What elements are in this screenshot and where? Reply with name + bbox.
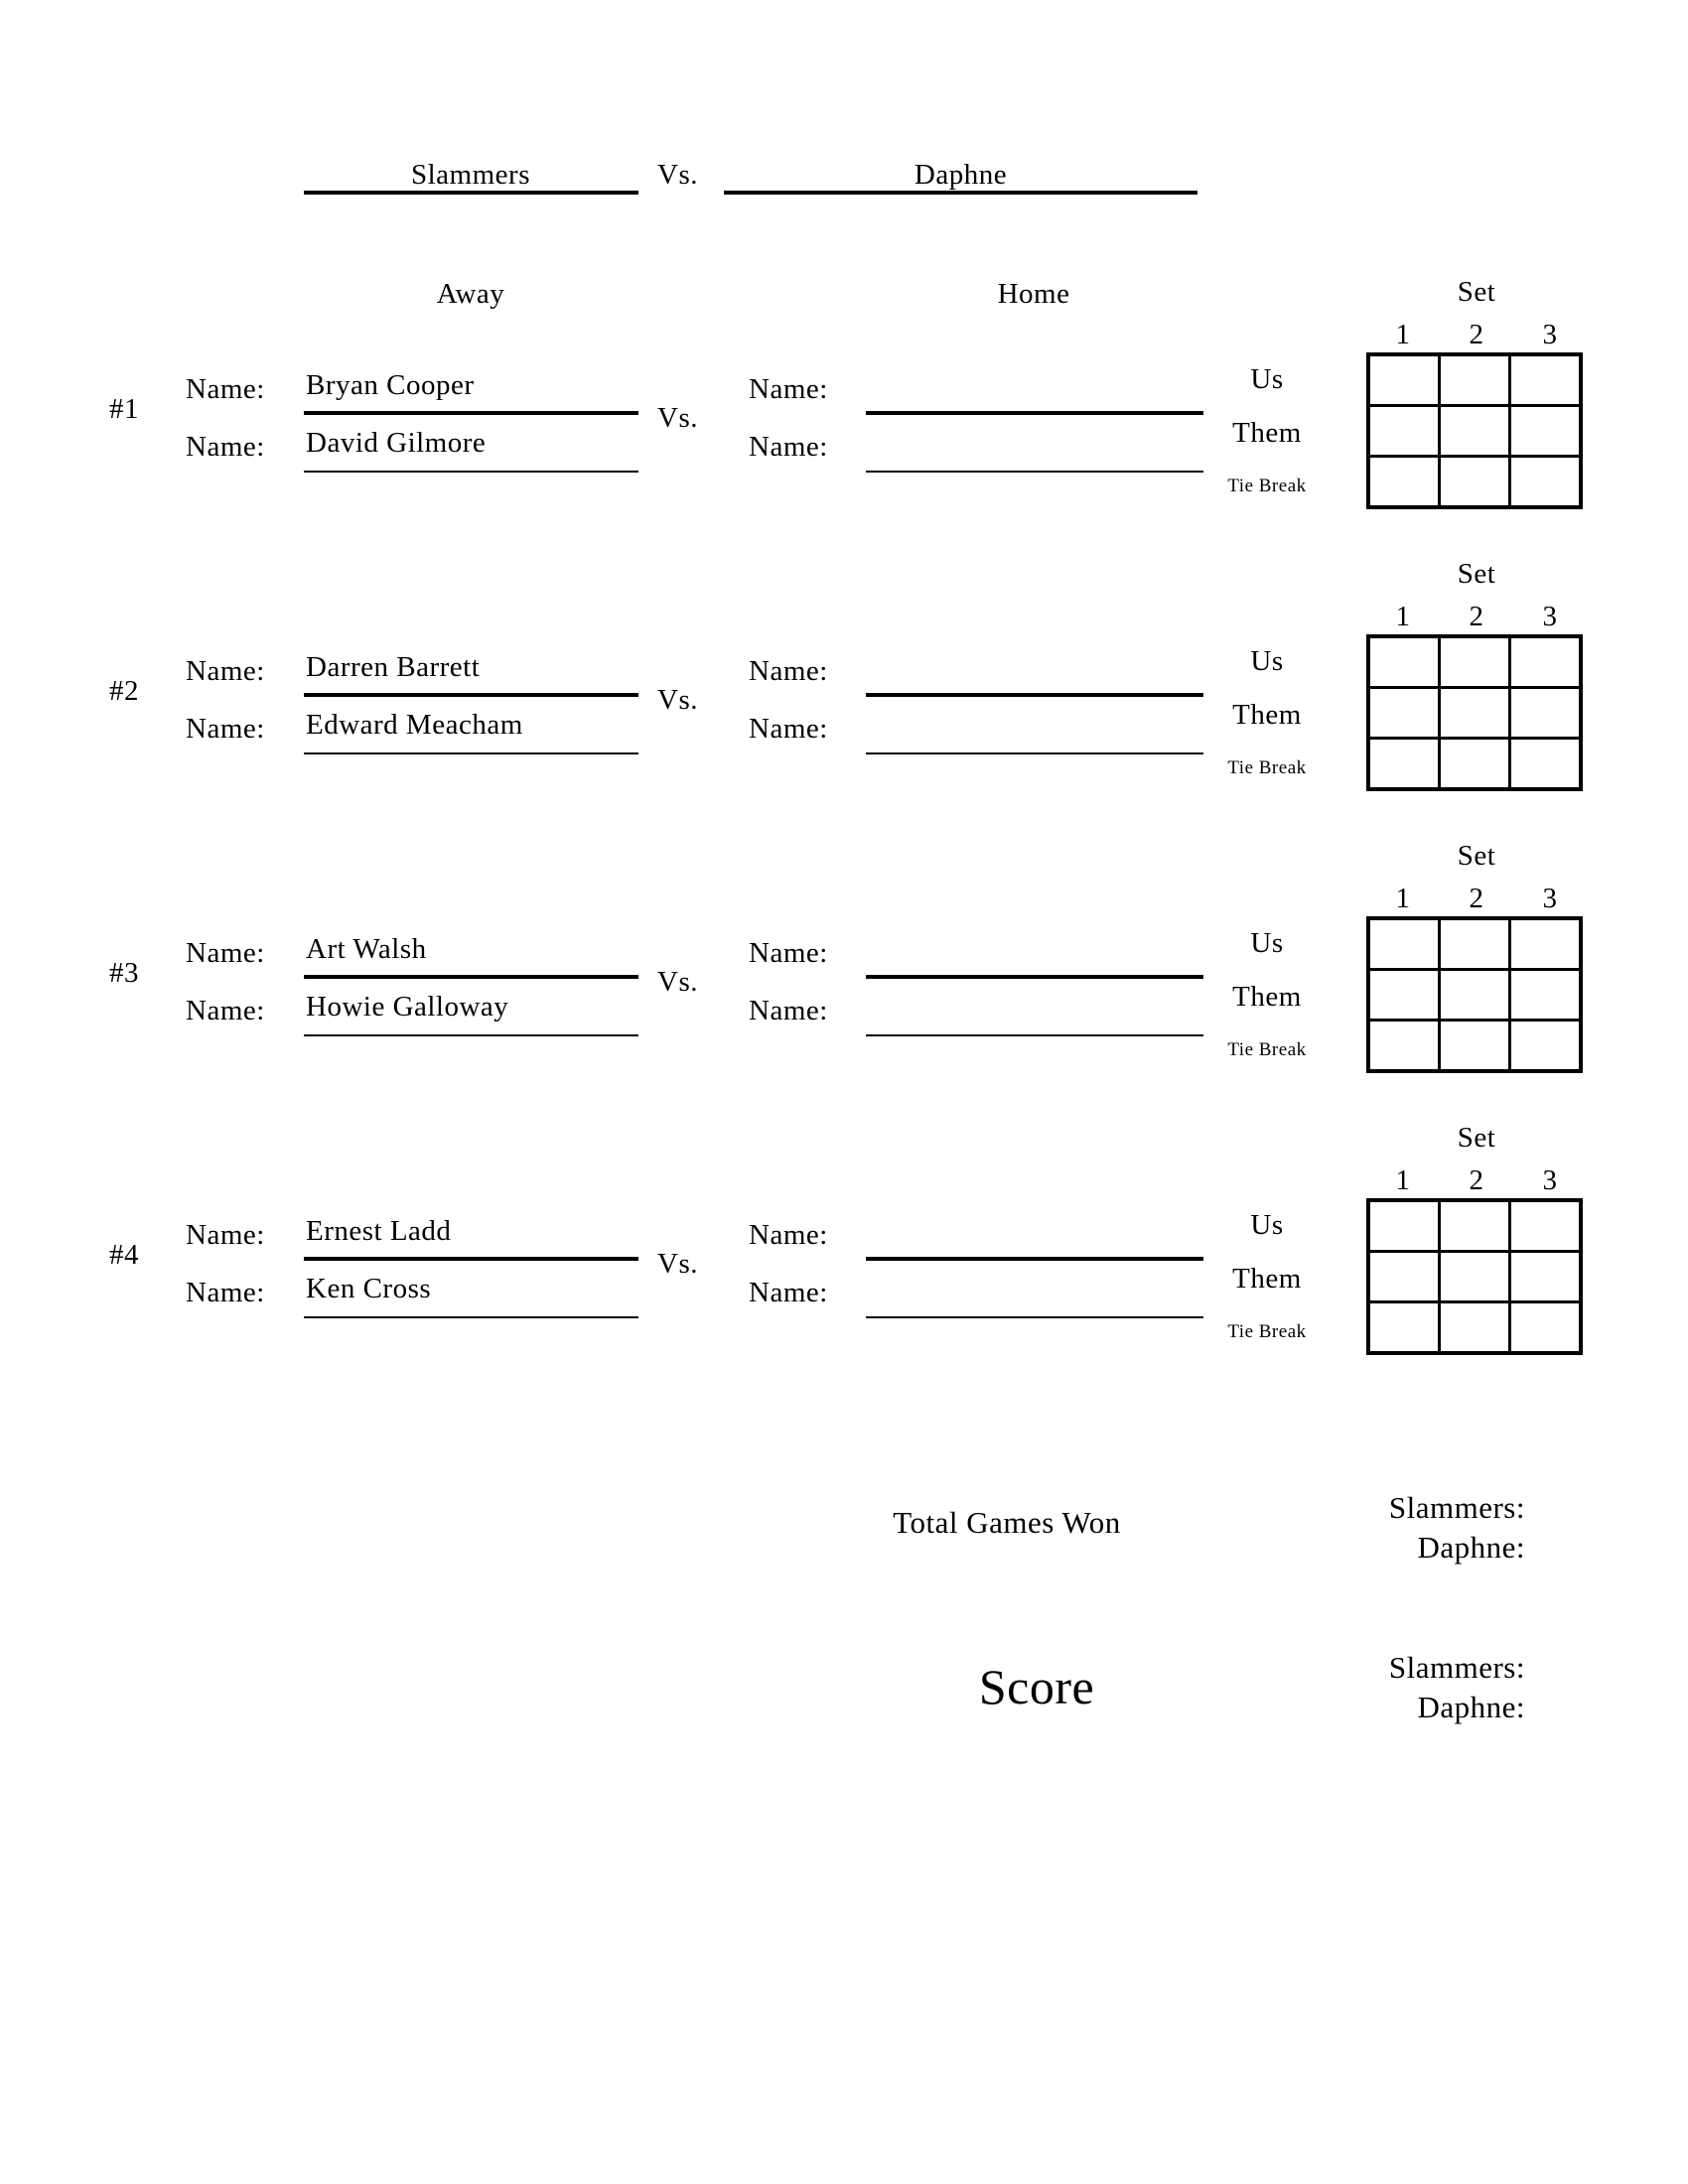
set-score-cell[interactable] [1368,739,1440,790]
row-label-them: Them [1232,981,1302,1013]
set-column-header: 1 [1395,601,1411,632]
row-label-them: Them [1232,417,1302,449]
name-underline [866,471,1203,473]
match-number: #1 [109,393,139,425]
set-score-cell[interactable] [1440,1302,1510,1354]
set-score-cell[interactable] [1440,688,1510,739]
set-score-cell[interactable] [1368,354,1440,406]
set-score-cell[interactable] [1510,1302,1582,1354]
set-score-cell[interactable] [1510,918,1582,970]
set-grid [1366,1198,1583,1355]
set-score-cell[interactable] [1510,636,1582,688]
name-underline [866,693,1203,697]
name-underline [866,1257,1203,1261]
set-column-headers [1366,603,1587,631]
set-title: Set [1457,1122,1496,1154]
set-grid [1366,352,1583,509]
score-label: Score [978,1659,1095,1714]
away-player-2-name[interactable]: Ken Cross [306,1273,432,1304]
set-score-cell[interactable] [1510,1200,1582,1252]
name-label: Name: [186,937,265,969]
set-score-cell[interactable] [1368,1200,1440,1252]
name-underline [304,1316,638,1318]
set-title: Set [1457,840,1496,872]
name-label: Name: [749,995,828,1026]
set-column-header: 1 [1395,883,1411,914]
set-score-cell[interactable] [1510,406,1582,457]
score-teams [1227,1648,1525,1727]
set-score-cell[interactable] [1368,1252,1440,1302]
set-score-cell[interactable] [1510,739,1582,790]
row-label-us: Us [1250,927,1284,959]
row-label-them: Them [1232,699,1302,731]
name-label: Name: [186,995,265,1026]
set-score-cell[interactable] [1440,918,1510,970]
match-block-3 [0,824,1688,1106]
name-underline [304,1034,638,1036]
match-block-1 [0,260,1688,542]
vs-label: Vs. [657,402,698,434]
set-column-header: 2 [1469,883,1484,914]
set-column-headers [1366,1166,1587,1195]
set-score-cell[interactable] [1368,636,1440,688]
row-label-us: Us [1250,363,1284,395]
set-column-header: 1 [1395,1164,1411,1196]
name-label: Name: [749,373,828,405]
score-home-team-label: Daphne: [1417,1690,1525,1724]
total-games-won-label: Total Games Won [893,1505,1121,1540]
away-player-1-name[interactable]: Darren Barrett [306,651,481,683]
vs-label: Vs. [657,966,698,998]
away-player-2-name[interactable]: Howie Galloway [306,991,509,1023]
set-score-cell[interactable] [1440,1252,1510,1302]
set-grid [1366,916,1583,1073]
vs-label: Vs. [657,1248,698,1280]
match-number: #2 [109,675,139,707]
set-score-cell[interactable] [1368,970,1440,1021]
name-underline [304,471,638,473]
set-column-header: 3 [1542,319,1558,350]
home-column-header: Home [997,278,1070,310]
score-away-team-label: Slammers: [1388,1650,1525,1685]
name-label: Name: [186,373,265,405]
away-player-2-name[interactable]: David Gilmore [306,427,487,459]
away-team-name: Slammers [411,159,530,191]
row-label-us: Us [1250,645,1284,677]
name-underline [304,693,638,697]
away-player-1-name[interactable]: Bryan Cooper [306,369,475,401]
set-column-header: 2 [1469,319,1484,350]
set-score-cell[interactable] [1440,406,1510,457]
away-player-1-name[interactable]: Ernest Ladd [306,1215,452,1247]
set-score-cell[interactable] [1440,457,1510,508]
set-score-cell[interactable] [1510,1021,1582,1072]
set-score-cell[interactable] [1510,1252,1582,1302]
name-underline [304,411,638,415]
set-column-header: 3 [1542,601,1558,632]
set-score-cell[interactable] [1368,406,1440,457]
set-score-cell[interactable] [1440,739,1510,790]
match-number: #4 [109,1239,139,1271]
name-label: Name: [749,713,828,745]
name-underline [866,1316,1203,1318]
set-row-labels [1178,352,1356,513]
name-label: Name: [186,1277,265,1308]
row-label-tiebreak: Tie Break [1227,1321,1307,1342]
away-column-header: Away [436,278,505,310]
set-column-header: 2 [1469,1164,1484,1196]
name-underline [866,975,1203,979]
set-score-cell[interactable] [1368,1302,1440,1354]
row-label-tiebreak: Tie Break [1227,1039,1307,1060]
row-label-them: Them [1232,1263,1302,1295]
row-label-tiebreak: Tie Break [1227,476,1307,496]
set-score-cell[interactable] [1368,1021,1440,1072]
set-column-header: 3 [1542,883,1558,914]
away-player-1-name[interactable]: Art Walsh [306,933,427,965]
set-score-cell[interactable] [1368,688,1440,739]
name-label: Name: [186,431,265,463]
set-score-cell[interactable] [1368,918,1440,970]
match-block-2 [0,542,1688,824]
set-row-labels [1178,916,1356,1077]
name-underline [304,1257,638,1261]
name-label: Name: [186,655,265,687]
set-column-header: 1 [1395,319,1411,350]
set-title: Set [1457,558,1496,590]
vs-label: Vs. [657,684,698,716]
set-column-header: 3 [1542,1164,1558,1196]
name-underline [304,752,638,754]
set-score-cell[interactable] [1510,688,1582,739]
set-score-cell[interactable] [1440,970,1510,1021]
set-score-cell[interactable] [1440,354,1510,406]
set-score-cell[interactable] [1440,1200,1510,1252]
vs-label: Vs. [657,159,698,191]
set-title: Set [1457,276,1496,308]
name-label: Name: [749,431,828,463]
set-column-headers [1366,885,1587,913]
name-label: Name: [186,1219,265,1251]
set-grid [1366,634,1583,791]
set-score-cell[interactable] [1440,1021,1510,1072]
set-score-cell[interactable] [1368,457,1440,508]
set-row-labels [1178,634,1356,795]
home-team-underline [724,191,1197,195]
name-underline [866,1034,1203,1036]
name-label: Name: [749,1277,828,1308]
total-games-home-team-label: Daphne: [1417,1530,1525,1565]
away-team-underline [304,191,638,195]
name-label: Name: [749,1219,828,1251]
set-row-labels [1178,1198,1356,1359]
set-score-cell[interactable] [1510,970,1582,1021]
set-column-header: 2 [1469,601,1484,632]
name-label: Name: [749,655,828,687]
away-player-2-name[interactable]: Edward Meacham [306,709,523,741]
match-block-4 [0,1106,1688,1388]
name-label: Name: [186,713,265,745]
set-score-cell[interactable] [1440,636,1510,688]
row-label-us: Us [1250,1209,1284,1241]
set-score-cell[interactable] [1510,457,1582,508]
name-label: Name: [749,937,828,969]
total-games-away-team-label: Slammers: [1388,1490,1525,1525]
row-label-tiebreak: Tie Break [1227,757,1307,778]
name-underline [866,752,1203,754]
name-underline [304,975,638,979]
name-underline [866,411,1203,415]
set-score-cell[interactable] [1510,354,1582,406]
match-number: #3 [109,957,139,989]
total-games-won-teams [1227,1488,1525,1568]
home-team-name: Daphne [914,159,1008,191]
set-column-headers [1366,321,1587,349]
